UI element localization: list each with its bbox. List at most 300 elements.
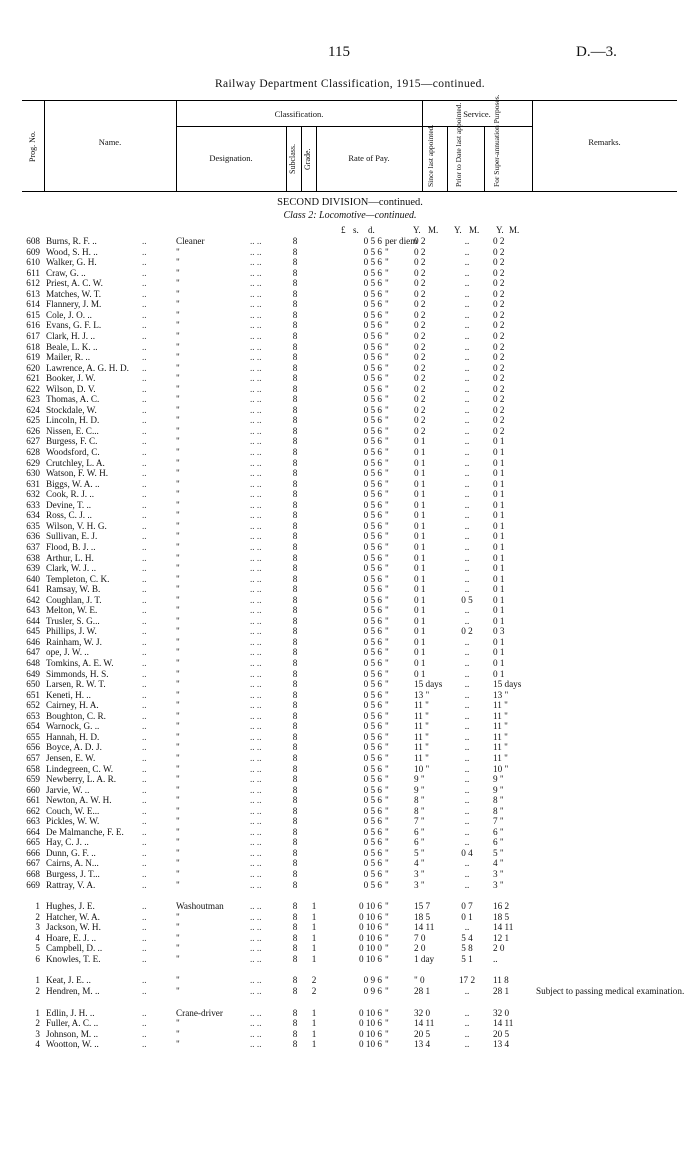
cell-name: Rainham, W. J. xyxy=(46,636,102,647)
cell-designation: " xyxy=(176,721,180,732)
cell-name: Clark, W. J. .. xyxy=(46,563,97,574)
cell-name: Mailer, R. .. xyxy=(46,352,91,363)
unit-months-3: M. xyxy=(509,225,520,235)
cell-subclass: 8 xyxy=(292,1028,298,1039)
cell-superannuation: 0 1 xyxy=(493,457,505,468)
cell-rate-unit: " xyxy=(385,246,389,257)
cell-subclass: 8 xyxy=(292,784,298,795)
cell-rate-unit: " xyxy=(385,795,389,806)
cell-designation: " xyxy=(176,373,180,384)
cell-prior-to-date: .. xyxy=(464,636,470,647)
cell-since-last: 1 day xyxy=(414,953,435,964)
cell-prior-to-date: .. xyxy=(464,352,470,363)
cell-subclass: 8 xyxy=(292,795,298,806)
cell-prior-to-date: .. xyxy=(464,816,470,827)
cell-superannuation: 0 1 xyxy=(493,531,505,542)
cell-since-last: 4 " xyxy=(414,858,425,869)
cell-rate-unit: " xyxy=(385,278,389,289)
cell-prog-no: 663 xyxy=(26,816,40,827)
cell-since-last: 14 11 xyxy=(414,922,435,933)
cell-since-last: 15 days xyxy=(414,679,443,690)
cell-rate-unit: " xyxy=(385,489,389,500)
table-row: .. .. .. 612 Priest, A. C. W. " 8 0 5 6 " 0 2 .. 0 2 xyxy=(0,278,700,289)
table-row: .. .. .. 633 Devine, T. .. " 8 0 5 6 " 0 1 .. 0 1 xyxy=(0,500,700,511)
table-row: .. .. .. 619 Mailer, R. .. " 8 0 5 6 " 0 2 .. 0 2 xyxy=(0,352,700,363)
cell-rate-unit: " xyxy=(385,605,389,616)
cell-subclass: 8 xyxy=(292,700,298,711)
cell-rate: 0 5 6 xyxy=(363,541,382,552)
cell-prior-to-date: .. xyxy=(464,826,470,837)
cell-prior-to-date: .. xyxy=(464,278,470,289)
cell-designation: " xyxy=(176,847,180,858)
cell-prog-no: 4 xyxy=(35,932,40,943)
cell-name: Craw, G. .. xyxy=(46,267,86,278)
cell-name: Arthur, L. H. xyxy=(46,552,94,563)
table-row: .. .. .. 624 Stockdale, W. " 8 0 5 6 " 0 2 .. 0 2 xyxy=(0,405,700,416)
cell-prior-to-date: .. xyxy=(464,478,470,489)
cell-prior-to-date: .. xyxy=(464,858,470,869)
cell-subclass: 8 xyxy=(292,710,298,721)
cell-since-last: 0 1 xyxy=(414,668,426,679)
cell-prog-no: 647 xyxy=(26,647,40,658)
cell-since-last: 0 2 xyxy=(414,383,426,394)
cell-superannuation: 10 " xyxy=(493,763,509,774)
cell-rate: 0 5 6 xyxy=(363,531,382,542)
cell-since-last: 11 " xyxy=(414,721,429,732)
cell-name: Biggs, W. A. .. xyxy=(46,478,100,489)
cell-rate: 0 10 6 xyxy=(359,922,382,933)
cell-subclass: 8 xyxy=(292,499,298,510)
cell-subclass: 8 xyxy=(292,869,298,879)
cell-subclass: 8 xyxy=(292,985,298,996)
cell-superannuation: 9 " xyxy=(493,784,504,795)
table-row: .. .. .. 664 De Malmanche, F. E. " 8 0 5 6 " 6 " .. 6 " xyxy=(0,827,700,838)
cell-superannuation: 16 2 xyxy=(493,901,510,912)
header-rate-of-pay: Rate of Pay. xyxy=(348,153,390,163)
cell-prog-no: 616 xyxy=(26,320,40,331)
cell-grade: 2 xyxy=(311,985,317,996)
cell-designation: " xyxy=(176,531,180,542)
cell-prog-no: 649 xyxy=(26,668,40,679)
cell-since-last: 0 1 xyxy=(414,436,426,447)
cell-prog-no: 621 xyxy=(26,373,40,384)
cell-rate-unit: " xyxy=(385,953,389,964)
cell-since-last: 0 2 xyxy=(414,330,426,341)
table-row: .. .. .. 650 Larsen, R. W. T. " 8 0 5 6 " 15 days .. 15 days xyxy=(0,679,700,690)
cell-rate-unit: " xyxy=(385,288,389,299)
cell-name: Johnson, M. .. xyxy=(46,1028,99,1039)
cell-prog-no: 636 xyxy=(26,531,40,542)
table-row: .. .. .. 2 Fuller, A. C. .. " 8 1 0 10 6 " 14 11 .. 14 11 xyxy=(0,1018,700,1029)
cell-prior-to-date: 5 8 xyxy=(461,943,473,954)
cell-rate: 0 10 6 xyxy=(359,911,382,922)
cell-subclass: 8 xyxy=(292,858,298,869)
cell-superannuation: 0 2 xyxy=(493,257,505,268)
cell-rate: 0 10 6 xyxy=(359,1028,382,1039)
cell-rate-unit: " xyxy=(385,531,389,542)
cell-since-last: 0 1 xyxy=(414,510,426,521)
cell-subclass: 8 xyxy=(292,309,298,320)
cell-name: Wilson, V. H. G. xyxy=(46,520,107,531)
cell-since-last: 0 2 xyxy=(414,320,426,331)
cell-superannuation: 0 1 xyxy=(493,468,505,479)
cell-rate-unit: " xyxy=(385,742,389,753)
cell-name: Coughlan, J. T. xyxy=(46,594,102,605)
table-row: .. .. .. 2 Hatcher, W. A. " 8 1 0 10 6 " 18 5 0 1 18 5 xyxy=(0,912,700,923)
cell-since-last: 0 1 xyxy=(414,658,426,668)
cell-rate-unit: " xyxy=(385,447,389,457)
cell-rate: 0 5 6 xyxy=(363,362,382,373)
cell-rate: 0 10 6 xyxy=(359,1039,382,1050)
table-row: .. .. .. 2 Hendren, M. .. " 8 2 0 9 6 " 28 1 .. 28 1 Subject to passing medical examination. xyxy=(0,986,700,997)
table-row: .. .. .. 641 Ramsay, W. B. " 8 0 5 6 " 0 1 .. 0 1 xyxy=(0,584,700,595)
table-row: .. .. .. 637 Flood, B. J. .. " 8 0 5 6 " 0 1 .. 0 1 xyxy=(0,542,700,553)
cell-since-last: 0 2 xyxy=(414,288,426,299)
cell-designation: " xyxy=(176,774,180,785)
cell-rate-unit: " xyxy=(385,658,389,668)
cell-rate: 0 5 6 xyxy=(363,700,382,711)
table-row: .. .. .. 649 Simmonds, H. S. " 8 0 5 6 " 0 1 .. 0 1 xyxy=(0,669,700,680)
cell-designation: " xyxy=(176,731,180,742)
cell-prog-no: 630 xyxy=(26,468,40,479)
cell-prior-to-date: 5 1 xyxy=(461,953,473,964)
cell-rate: 0 5 6 xyxy=(363,425,382,436)
cell-prog-no: 657 xyxy=(26,752,40,763)
cell-subclass: 8 xyxy=(292,901,298,912)
cell-prior-to-date: .. xyxy=(464,668,470,679)
cell-rate: 0 5 6 xyxy=(363,847,382,858)
cell-subclass: 8 xyxy=(292,826,298,837)
cell-rate-unit: " xyxy=(385,774,389,785)
cell-prior-to-date: 0 4 xyxy=(461,847,473,858)
cell-prog-no: 662 xyxy=(26,805,40,816)
cell-prior-to-date: .. xyxy=(464,383,470,394)
cell-designation: " xyxy=(176,520,180,531)
cell-prior-to-date: .. xyxy=(464,658,470,668)
cell-subclass: 8 xyxy=(292,879,298,890)
cell-superannuation: 0 1 xyxy=(493,478,505,489)
unit-years-1: Y. xyxy=(413,225,421,235)
cell-designation: " xyxy=(176,468,180,479)
cell-rate: 0 10 6 xyxy=(359,1007,382,1018)
cell-rate: 0 5 6 xyxy=(363,636,382,647)
cell-name: Clark, H. J. .. xyxy=(46,330,95,341)
cell-designation: " xyxy=(176,267,180,278)
cell-rate-unit: " xyxy=(385,922,389,933)
cell-since-last: 2 0 xyxy=(414,943,426,954)
table-row: .. .. .. 615 Cole, J. O. .. " 8 0 5 6 " 0 2 .. 0 2 xyxy=(0,310,700,321)
table-row: .. .. .. 6 Knowles, T. E. " 8 1 0 10 6 " 1 day 5 1 .. xyxy=(0,954,700,965)
cell-name: Templeton, C. K. xyxy=(46,573,110,584)
cell-prog-no: 632 xyxy=(26,489,40,500)
cell-since-last: 20 5 xyxy=(414,1028,431,1039)
cell-name: Melton, W. E. xyxy=(46,605,98,616)
cell-name: Wootton, W. .. xyxy=(46,1039,99,1050)
header-name: Name. xyxy=(98,137,122,147)
cell-superannuation: 12 1 xyxy=(493,932,510,943)
cell-rate: 0 5 6 xyxy=(363,520,382,531)
cell-grade: 2 xyxy=(311,975,317,986)
cell-rate-unit: " xyxy=(385,478,389,489)
cell-designation: " xyxy=(176,404,180,415)
cell-designation: " xyxy=(176,636,180,647)
cell-prog-no: 656 xyxy=(26,742,40,753)
cell-name: De Malmanche, F. E. xyxy=(46,826,124,837)
cell-prior-to-date: .. xyxy=(464,520,470,531)
table-row: .. .. .. 4 Wootton, W. .. " 8 1 0 10 6 " 13 4 .. 13 4 xyxy=(0,1039,700,1050)
cell-name: Booker, J. W. xyxy=(46,373,96,384)
cell-superannuation: 5 " xyxy=(493,847,504,858)
cell-designation: " xyxy=(176,605,180,616)
cell-rate: 0 9 6 xyxy=(363,985,382,996)
header-prior-to-date: Prior to Date last appointed. xyxy=(454,102,463,187)
cell-prog-no: 3 xyxy=(35,1028,40,1039)
cell-rate: 0 5 6 xyxy=(363,742,382,753)
cell-prior-to-date: .. xyxy=(464,985,470,996)
cell-superannuation: 0 2 xyxy=(493,330,505,341)
cell-prior-to-date: .. xyxy=(464,837,470,848)
cell-subclass: 8 xyxy=(292,330,298,341)
cell-prog-no: 667 xyxy=(26,858,40,869)
cell-prog-no: 654 xyxy=(26,721,40,732)
cell-rate-unit: " xyxy=(385,679,389,690)
cell-name: Keat, J. E. .. xyxy=(46,975,91,986)
cell-since-last: 0 1 xyxy=(414,584,426,595)
table-row: .. .. .. 640 Templeton, C. K. " 8 0 5 6 " 0 1 .. 0 1 xyxy=(0,574,700,585)
cell-rate: 0 5 6 xyxy=(363,309,382,320)
cell-rate-unit: " xyxy=(385,710,389,721)
table-row: .. .. .. 621 Booker, J. W. " 8 0 5 6 " 0 2 .. 0 2 xyxy=(0,373,700,384)
cell-since-last: 0 2 xyxy=(414,425,426,436)
cell-rate: 0 5 6 xyxy=(363,605,382,616)
cell-superannuation: 9 " xyxy=(493,774,504,785)
cell-subclass: 8 xyxy=(292,1018,298,1029)
cell-prior-to-date: .. xyxy=(464,700,470,711)
cell-prog-no: 666 xyxy=(26,847,40,858)
section-title: SECOND DIVISION—continued. xyxy=(277,197,423,208)
cell-name: Ramsay, W. B. xyxy=(46,584,101,595)
cell-superannuation: 0 2 xyxy=(493,236,505,246)
cell-name: Hendren, M. .. xyxy=(46,985,100,996)
table-row: .. .. .. 635 Wilson, V. H. G. " 8 0 5 6 " 0 1 .. 0 1 xyxy=(0,521,700,532)
cell-superannuation: 0 1 xyxy=(493,636,505,647)
cell-rate: 0 5 6 xyxy=(363,795,382,806)
cell-name: ope, J. W. .. xyxy=(46,647,89,658)
cell-prog-no: 627 xyxy=(26,436,40,447)
cell-superannuation: 6 " xyxy=(493,826,504,837)
cell-grade: 1 xyxy=(311,1007,317,1018)
cell-prior-to-date: .. xyxy=(464,774,470,785)
cell-prior-to-date: .. xyxy=(464,563,470,574)
cell-prior-to-date: .. xyxy=(464,299,470,310)
cell-designation: " xyxy=(176,425,180,436)
cell-name: Sullivan, E. J. xyxy=(46,531,98,542)
cell-designation: " xyxy=(176,795,180,806)
cell-since-last: " 0 xyxy=(414,975,425,986)
cell-superannuation: 28 1 xyxy=(493,985,510,996)
cell-prog-no: 669 xyxy=(26,879,40,890)
table-row: .. .. .. 5 Campbell, D. .. " 8 1 0 10 0 " 2 0 5 8 2 0 xyxy=(0,943,700,954)
cell-name: Tomkins, A. E. W. xyxy=(46,658,114,668)
cell-rate-unit: " xyxy=(385,901,389,912)
table-row: .. .. .. 618 Beale, L. K. .. " 8 0 5 6 " 0 2 .. 0 2 xyxy=(0,342,700,353)
cell-rate: 0 5 6 xyxy=(363,774,382,785)
cell-rate: 0 5 6 xyxy=(363,257,382,268)
cell-superannuation: 0 1 xyxy=(493,594,505,605)
cell-since-last: 15 7 xyxy=(414,901,431,912)
cell-superannuation: 4 " xyxy=(493,858,504,869)
table-row: .. .. .. 623 Thomas, A. C. " 8 0 5 6 " 0 2 .. 0 2 xyxy=(0,394,700,405)
cell-superannuation: 0 2 xyxy=(493,415,505,426)
cell-prior-to-date: 5 4 xyxy=(461,932,473,943)
cell-designation: " xyxy=(176,784,180,795)
cell-since-last: 5 " xyxy=(414,847,425,858)
cell-designation: " xyxy=(176,943,180,954)
cell-prog-no: 608 xyxy=(26,236,40,246)
cell-subclass: 8 xyxy=(292,943,298,954)
cell-rate-unit: " xyxy=(385,700,389,711)
cell-prior-to-date: .. xyxy=(464,784,470,795)
cell-subclass: 8 xyxy=(292,478,298,489)
cell-prog-no: 612 xyxy=(26,278,40,289)
cell-name: Fuller, A. C. .. xyxy=(46,1018,99,1029)
cell-subclass: 8 xyxy=(292,668,298,679)
cell-subclass: 8 xyxy=(292,752,298,763)
cell-prog-no: 626 xyxy=(26,425,40,436)
cell-designation: " xyxy=(176,457,180,468)
cell-superannuation: 0 2 xyxy=(493,352,505,363)
cell-prog-no: 610 xyxy=(26,257,40,268)
table-row: .. .. .. 636 Sullivan, E. J. " 8 0 5 6 " 0 1 .. 0 1 xyxy=(0,531,700,542)
cell-subclass: 8 xyxy=(292,721,298,732)
cell-superannuation: 11 " xyxy=(493,742,508,753)
cell-rate-unit: " xyxy=(385,668,389,679)
table-row: .. .. .. 662 Couch, W. E... " 8 0 5 6 " 8 " .. 8 " xyxy=(0,806,700,817)
cell-prior-to-date: .. xyxy=(464,615,470,626)
table-row: .. .. .. 645 Phillips, J. W. " 8 0 5 6 " 0 1 0 2 0 3 xyxy=(0,626,700,637)
cell-since-last: 28 1 xyxy=(414,985,431,996)
cell-rate-unit: " xyxy=(385,805,389,816)
cell-subclass: 8 xyxy=(292,679,298,690)
header-classification: Classification. xyxy=(274,109,324,119)
cell-superannuation: 0 2 xyxy=(493,362,505,373)
cell-superannuation: 32 0 xyxy=(493,1007,510,1018)
cell-subclass: 8 xyxy=(292,731,298,742)
cell-prior-to-date: 0 5 xyxy=(461,594,473,605)
cell-designation: " xyxy=(176,689,180,700)
cell-rate-unit: " xyxy=(385,721,389,732)
cell-since-last: 0 1 xyxy=(414,531,426,542)
cell-rate: 0 5 6 xyxy=(363,457,382,468)
cell-prior-to-date: 17 2 xyxy=(458,975,476,986)
cell-subclass: 8 xyxy=(292,394,298,405)
cell-name: Lincoln, H. D. xyxy=(46,415,100,426)
cell-superannuation: 0 1 xyxy=(493,668,505,679)
table-row: .. .. .. 666 Dunn, G. F. .. " 8 0 5 6 " 5 " 0 4 5 " xyxy=(0,848,700,859)
cell-prior-to-date: 0 7 xyxy=(461,901,473,912)
cell-since-last: 0 1 xyxy=(414,636,426,647)
cell-since-last: 0 2 xyxy=(414,373,426,384)
cell-prior-to-date: .. xyxy=(464,373,470,384)
table-row: .. .. .. 654 Warnock, G. .. " 8 0 5 6 " 11 " .. 11 " xyxy=(0,721,700,732)
cell-since-last: 0 2 xyxy=(414,257,426,268)
cell-superannuation: 0 2 xyxy=(493,299,505,310)
cell-subclass: 8 xyxy=(292,774,298,785)
unit-shillings: s. xyxy=(353,225,359,235)
cell-prior-to-date: .. xyxy=(464,731,470,742)
cell-name: Keneti, H. .. xyxy=(46,689,91,700)
cell-since-last: 13 " xyxy=(414,689,430,700)
cell-rate: 0 5 6 xyxy=(363,288,382,299)
cell-subclass: 8 xyxy=(292,383,298,394)
cell-subclass: 8 xyxy=(292,605,298,616)
cell-rate: 0 5 6 xyxy=(363,510,382,521)
cell-rate: 0 5 6 xyxy=(363,837,382,848)
cell-rate: 0 5 6 xyxy=(363,658,382,668)
cell-superannuation: 6 " xyxy=(493,837,504,848)
cell-rate-unit: " xyxy=(385,341,389,352)
cell-rate: 0 5 6 xyxy=(363,478,382,489)
cell-prog-no: 665 xyxy=(26,837,40,848)
table-row: .. .. .. 648 Tomkins, A. E. W. " 8 0 5 6 " 0 1 .. 0 1 xyxy=(0,658,700,669)
cell-rate: 0 10 6 xyxy=(359,901,382,912)
cell-rate: 0 5 6 xyxy=(363,752,382,763)
cell-rate-unit: " xyxy=(385,826,389,837)
cell-rate-unit: " xyxy=(385,552,389,563)
cell-subclass: 8 xyxy=(292,341,298,352)
cell-superannuation: 11 " xyxy=(493,731,508,742)
cell-designation: " xyxy=(176,742,180,753)
cell-rate-unit: " xyxy=(385,847,389,858)
cell-name: Campbell, D. .. xyxy=(46,943,103,954)
cell-subclass: 8 xyxy=(292,489,298,500)
cell-name: Cook, R. J. .. xyxy=(46,489,94,500)
cell-designation: " xyxy=(176,975,180,986)
table-row: .. .. .. 659 Newberry, L. A. R. " 8 0 5 6 " 9 " .. 9 " xyxy=(0,774,700,785)
cell-rate: 0 5 6 xyxy=(363,341,382,352)
cell-rate: 0 5 6 xyxy=(363,668,382,679)
cell-prior-to-date: .. xyxy=(464,1039,470,1050)
cell-subclass: 8 xyxy=(292,236,298,246)
table-row: .. .. .. 3 Johnson, M. .. " 8 1 0 10 6 " 20 5 .. 20 5 xyxy=(0,1029,700,1040)
cell-designation: " xyxy=(176,394,180,405)
cell-since-last: 0 2 xyxy=(414,341,426,352)
cell-prior-to-date: .. xyxy=(464,246,470,257)
cell-name: Matches, W. T. xyxy=(46,288,102,299)
cell-since-last: 0 1 xyxy=(414,605,426,616)
cell-name: Dunn, G. F. .. xyxy=(46,847,96,858)
cell-rate: 0 10 6 xyxy=(359,1018,382,1029)
cell-prog-no: 644 xyxy=(26,615,40,626)
cell-designation: Crane-driver xyxy=(176,1007,223,1018)
cell-name: Priest, A. C. W. xyxy=(46,278,103,289)
cell-prior-to-date: .. xyxy=(464,879,470,890)
cell-name: Thomas, A. C. xyxy=(46,394,100,405)
cell-rate-unit: " xyxy=(385,869,389,879)
cell-grade: 1 xyxy=(311,901,317,912)
cell-prog-no: 619 xyxy=(26,352,40,363)
units-row xyxy=(0,225,700,235)
cell-prog-no: 609 xyxy=(26,246,40,257)
cell-prior-to-date: .. xyxy=(464,362,470,373)
cell-since-last: 8 " xyxy=(414,805,425,816)
cell-rate-unit: " xyxy=(385,752,389,763)
cell-name: Wilson, D. V. xyxy=(46,383,96,394)
cell-subclass: 8 xyxy=(292,594,298,605)
table-row: .. .. .. 646 Rainham, W. J. " 8 0 5 6 " 0 1 .. 0 1 xyxy=(0,637,700,648)
cell-subclass: 8 xyxy=(292,922,298,933)
cell-rate: 0 5 6 xyxy=(363,816,382,827)
